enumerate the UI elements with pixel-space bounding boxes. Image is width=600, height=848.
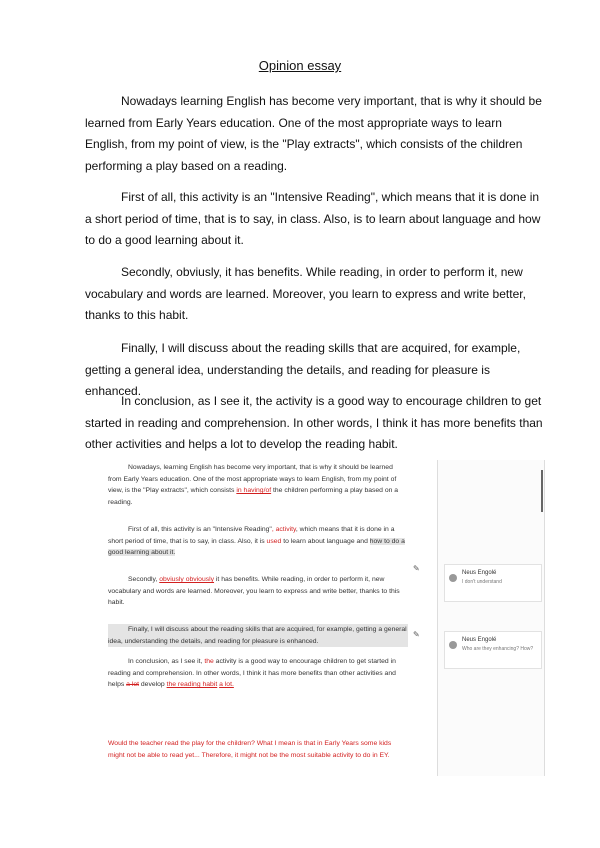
document-body: [100, 460, 430, 778]
avatar: [449, 574, 457, 582]
comments-sidebar: [437, 460, 545, 776]
comment-marker-icon[interactable]: ✎: [413, 564, 420, 573]
shot-text: develop: [140, 681, 165, 688]
correction-text: in having/of: [236, 487, 272, 494]
shot-text: the children performing a play based on a reading.: [108, 487, 399, 506]
shot-paragraph-3: [108, 574, 408, 609]
comment-text: Who are they enhancing? How?: [462, 646, 534, 652]
avatar: [449, 641, 457, 649]
comment-author: Neus Engolé: [462, 570, 497, 576]
correction-text: a lot: [126, 681, 139, 688]
correction-text: , activity: [271, 526, 296, 533]
comment-marker-icon[interactable]: ✎: [413, 630, 420, 639]
highlighted-text: how to do a good learning about it.: [108, 537, 405, 556]
correction-text: used: [266, 537, 282, 545]
scrollbar[interactable]: [541, 470, 543, 512]
comment-text: I don't understand: [462, 579, 502, 585]
shot-text: Nowadays, learning English has become very important, that is why it should be learned from Early Years education. One of the most appropriate ways to learn English, from my point of view, is the "Play extracts", which consists: [108, 464, 397, 494]
correction-text: a lot.: [219, 681, 234, 688]
shot-paragraph-2: [108, 524, 408, 559]
essay-paragraph-intro: Nowadays learning English has become very important, that is why it should be learned from Early Years education. One of the most appropriate ways to learn English, from my point of view, is the "Play extracts", which consists of the children performing a play based on a reading.: [85, 94, 542, 173]
annotated-document-screenshot: [100, 460, 545, 778]
correction-text: the reading habit: [166, 681, 218, 688]
essay-title: Opinion essay: [258, 58, 342, 73]
shot-text: Secondly,: [128, 576, 158, 583]
essay-paragraph-conclusion: In conclusion, as I see it, the activity is a good way to encourage children to get started in reading and comprehension. In other words, I think it has more benefits than other activities and helps a lot to develop the reading habit.: [85, 394, 543, 451]
shot-text: First of all, this activity is an "Intensive Reading": [128, 526, 272, 533]
comment-card[interactable]: [444, 631, 542, 669]
shot-text: activity is a good way to encourage children to get started in reading and comprehension. In other words, I think it has more benefits than other activities and helps: [108, 658, 396, 688]
shot-paragraph-1: [108, 462, 408, 508]
correction-text: the: [204, 658, 214, 665]
comment-author: Neus Engolé: [462, 637, 497, 643]
essay-paragraph-finally: Finally, I will discuss about the reading skills that are acquired, for example, getting a general idea, understanding the details, and reading for pleasure is enhanced.: [85, 341, 521, 398]
shot-text: , which means that it is done in a short period of time, that is to say, in class. Also, it is: [108, 526, 395, 545]
shot-text: to learn about language and: [283, 537, 368, 545]
essay-paragraph-second: Secondly, obviusly, it has benefits. While reading, in order to perform it, new vocabulary and words are learned. Moreover, you learn to express and write better, thanks to this habit.: [85, 265, 526, 322]
correction-text: obviusly obviously: [159, 576, 215, 583]
comment-card[interactable]: [444, 564, 542, 602]
shot-paragraph-5: [108, 656, 408, 691]
essay-paragraph-first: First of all, this activity is an "Intensive Reading", which means that it is done in a short period of time, that is to say, in class. Also, is to learn about language and how to do a good learning about it.: [85, 190, 541, 247]
shot-text: it has benefits. While reading, in order to perform it, new vocabulary and words are learned. Moreover, you learn to express and write better, thanks to this habit.: [108, 576, 400, 606]
shot-paragraph-4: Finally, I will discuss about the reading skills that are acquired, for example, getting a general idea, understanding the details, and reading for pleasure is enhanced.: [108, 624, 408, 647]
shot-text: In conclusion, as I see it,: [128, 658, 203, 665]
teacher-question: Would the teacher read the play for the children? What I mean is that in Early Years some kids might not be able to read yet... Therefore, it might not be the most suitable activity to do in EY.: [108, 740, 392, 759]
